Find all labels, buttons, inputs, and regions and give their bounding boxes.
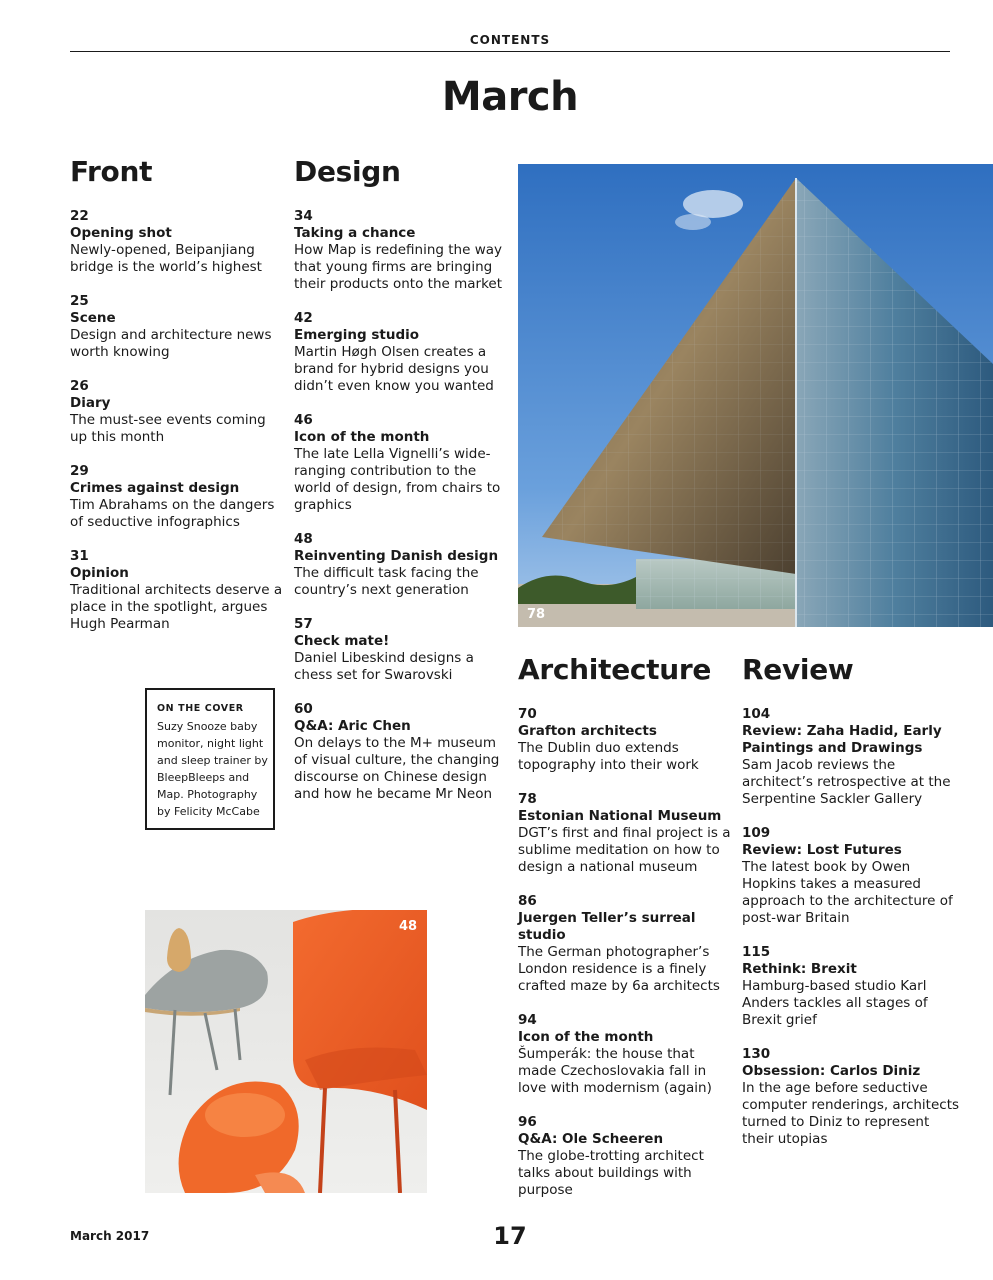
entry-description: Šumperák: the house that made Czechoslovakia fall in love with modernism (again) bbox=[518, 1046, 712, 1096]
entry-page-number: 25 bbox=[70, 293, 89, 309]
entry-title: Scene bbox=[70, 310, 116, 326]
entry-title: Diary bbox=[70, 395, 111, 411]
toc-entry[interactable] bbox=[742, 706, 962, 808]
toc-entry[interactable] bbox=[294, 310, 509, 395]
toc-entry[interactable] bbox=[294, 208, 509, 293]
entry-description: Newly-opened, Beipanjiang bridge is the world’s highest bbox=[70, 242, 262, 275]
entry-page-number: 22 bbox=[70, 208, 89, 224]
entry-title: Q&A: Ole Scheeren bbox=[518, 1131, 664, 1147]
entry-title: Review: Zaha Hadid, Early Paintings and Drawings bbox=[742, 723, 942, 756]
entry-description: Sam Jacob reviews the architect’s retrospective at the Serpentine Sackler Gallery bbox=[742, 757, 951, 807]
toc-entry[interactable] bbox=[518, 791, 736, 876]
design-entries bbox=[294, 208, 509, 803]
museum-illustration bbox=[518, 164, 993, 627]
entry-title: Juergen Teller’s surreal studio bbox=[518, 910, 696, 943]
entry-description: On delays to the M+ museum of visual culture, the changing discourse on Chinese design and how he became Mr Neon bbox=[294, 735, 500, 802]
toc-entry[interactable] bbox=[294, 412, 509, 514]
entry-page-number: 60 bbox=[294, 701, 313, 717]
entry-description: The latest book by Owen Hopkins takes a measured approach to the architecture of post-war Britain bbox=[742, 859, 953, 926]
entry-description: DGT’s first and final project is a sublime meditation on how to design a national museum bbox=[518, 825, 731, 875]
toc-entry[interactable] bbox=[294, 616, 509, 684]
toc-entry[interactable] bbox=[70, 378, 285, 446]
toc-entry[interactable] bbox=[518, 893, 736, 995]
entry-description: Tim Abrahams on the dangers of seductive infographics bbox=[70, 497, 275, 530]
entry-title: Rethink: Brexit bbox=[742, 961, 857, 977]
entry-page-number: 26 bbox=[70, 378, 89, 394]
chair-photo-page-label: 48 bbox=[399, 919, 418, 934]
section-heading-review: Review bbox=[742, 653, 854, 686]
entry-description: Daniel Libeskind designs a chess set for Swarovski bbox=[294, 650, 474, 683]
entry-page-number: 31 bbox=[70, 548, 89, 564]
museum-photo bbox=[518, 164, 993, 627]
entry-page-number: 34 bbox=[294, 208, 313, 224]
entry-page-number: 46 bbox=[294, 412, 313, 428]
entry-description: In the age before seductive computer renderings, architects turned to Diniz to represent their utopias bbox=[742, 1080, 960, 1147]
cover-credit-box bbox=[145, 688, 275, 830]
review-entries bbox=[742, 706, 962, 1148]
entry-description: Traditional architects deserve a place in the spotlight, argues Hugh Pearman bbox=[70, 582, 283, 632]
entry-description: The must-see events coming up this month bbox=[70, 412, 266, 445]
architecture-column bbox=[518, 653, 736, 1216]
entry-title: Reinventing Danish design bbox=[294, 548, 499, 564]
section-heading-architecture: Architecture bbox=[518, 653, 712, 686]
entry-title: Taking a chance bbox=[294, 225, 416, 241]
design-column bbox=[294, 155, 509, 820]
toc-entry[interactable] bbox=[742, 1046, 962, 1148]
entry-page-number: 48 bbox=[294, 531, 313, 547]
entry-description: Design and architecture news worth knowing bbox=[70, 327, 272, 360]
entry-title: Emerging studio bbox=[294, 327, 420, 343]
entry-title: Review: Lost Futures bbox=[742, 842, 902, 858]
entry-description: The difficult task facing the country’s next generation bbox=[294, 565, 479, 598]
entry-page-number: 130 bbox=[742, 1046, 771, 1062]
toc-entry[interactable] bbox=[742, 944, 962, 1029]
toc-entry[interactable] bbox=[742, 825, 962, 927]
entry-page-number: 86 bbox=[518, 893, 537, 909]
issue-date: March 2017 bbox=[70, 1229, 150, 1243]
toc-entry[interactable] bbox=[294, 531, 509, 599]
toc-entry[interactable] bbox=[518, 706, 736, 774]
section-heading-design: Design bbox=[294, 155, 401, 188]
entry-title: Check mate! bbox=[294, 633, 390, 649]
section-heading-front: Front bbox=[70, 155, 153, 188]
entry-title: Grafton architects bbox=[518, 723, 657, 739]
entry-page-number: 109 bbox=[742, 825, 771, 841]
front-column bbox=[70, 155, 285, 650]
cover-text: Suzy Snooze baby monitor, night light and sleep trainer by BleepBleeps and Map. Photography by Felicity McCabe bbox=[157, 720, 268, 818]
entry-title: Icon of the month bbox=[518, 1029, 654, 1045]
entry-description: Hamburg-based studio Karl Anders tackles all stages of Brexit grief bbox=[742, 978, 928, 1028]
entry-title: Icon of the month bbox=[294, 429, 430, 445]
entry-page-number: 70 bbox=[518, 706, 537, 722]
entry-description: Martin Høgh Olsen creates a brand for hybrid designs you didn’t even know you wanted bbox=[294, 344, 494, 394]
cover-heading: ON THE COVER bbox=[157, 703, 244, 714]
section-label: CONTENTS bbox=[469, 33, 551, 47]
review-column bbox=[742, 653, 962, 1165]
header-rule bbox=[70, 51, 950, 52]
entry-title: Estonian National Museum bbox=[518, 808, 722, 824]
toc-entry[interactable] bbox=[518, 1012, 736, 1097]
entry-page-number: 104 bbox=[742, 706, 771, 722]
entry-title: Crimes against design bbox=[70, 480, 240, 496]
toc-entry[interactable] bbox=[70, 208, 285, 276]
chair-photo bbox=[145, 910, 427, 1193]
toc-entry[interactable] bbox=[294, 701, 509, 803]
entry-title: Opinion bbox=[70, 565, 129, 581]
entry-title: Q&A: Aric Chen bbox=[294, 718, 411, 734]
entry-description: The German photographer’s London residence is a finely crafted maze by 6a architects bbox=[518, 944, 720, 994]
architecture-entries bbox=[518, 706, 736, 1199]
entry-description: The globe-trotting architect talks about buildings with purpose bbox=[518, 1148, 704, 1198]
entry-title: Opening shot bbox=[70, 225, 172, 241]
entry-page-number: 57 bbox=[294, 616, 313, 632]
entry-page-number: 94 bbox=[518, 1012, 537, 1028]
entry-title: Obsession: Carlos Diniz bbox=[742, 1063, 921, 1079]
museum-photo-page-label: 78 bbox=[527, 607, 546, 622]
toc-entry[interactable] bbox=[70, 463, 285, 531]
toc-entry[interactable] bbox=[70, 293, 285, 361]
entry-description: The Dublin duo extends topography into their work bbox=[518, 740, 699, 773]
chair-illustration bbox=[145, 910, 427, 1193]
entry-page-number: 29 bbox=[70, 463, 89, 479]
toc-entry[interactable] bbox=[518, 1114, 736, 1199]
toc-entry[interactable] bbox=[70, 548, 285, 633]
entry-description: The late Lella Vignelli’s wide-ranging contribution to the world of design, from chairs to graphics bbox=[294, 446, 501, 513]
page-number: 17 bbox=[493, 1222, 527, 1250]
page-title: March bbox=[441, 74, 579, 120]
entry-page-number: 115 bbox=[742, 944, 771, 960]
front-entries bbox=[70, 208, 285, 633]
entry-page-number: 96 bbox=[518, 1114, 537, 1130]
entry-page-number: 42 bbox=[294, 310, 313, 326]
entry-page-number: 78 bbox=[518, 791, 537, 807]
entry-description: How Map is redefining the way that young firms are bringing their products onto the market bbox=[294, 242, 503, 292]
